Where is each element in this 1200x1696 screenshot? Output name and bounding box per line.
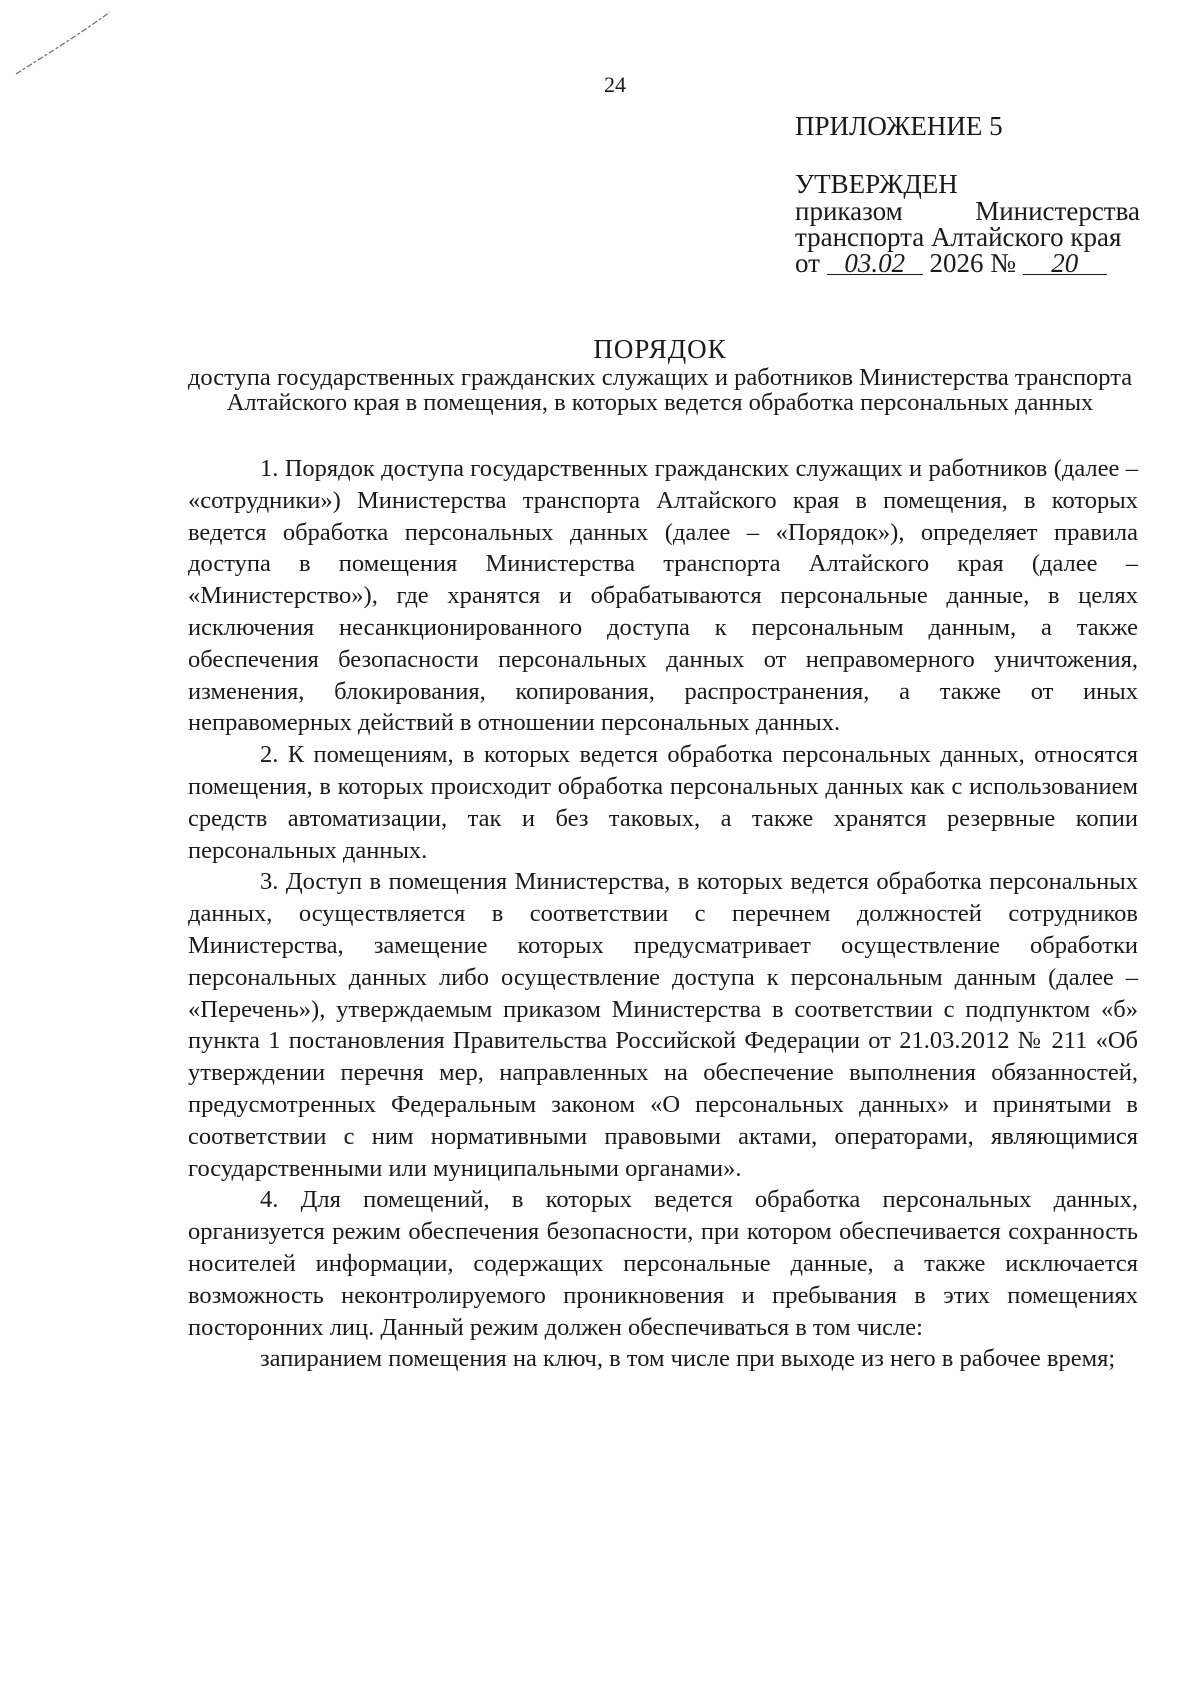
order-word: приказом bbox=[795, 196, 903, 226]
scan-mark bbox=[14, 8, 114, 78]
document-subtitle: доступа государственных гражданских служащих и работников Министерства транспорта Алтайского края в помещения, в которых ведется обработка персональных данных bbox=[187, 364, 1133, 416]
paragraph-2: 2. К помещениям, в которых ведется обработка персональных данных, относятся помещения, в которых происходит обработка персональных данных как с использованием средств автоматизации, так и без таковых, а также хранятся резервные копии персональных данных. bbox=[188, 741, 1138, 864]
approved-label: УТВЕРЖДЕН bbox=[795, 169, 958, 199]
order-line bbox=[795, 198, 1140, 224]
document-title: ПОРЯДОК bbox=[593, 334, 727, 364]
appendix-label: ПРИЛОЖЕНИЕ 5 bbox=[795, 111, 1003, 141]
ministry-word: Министерства bbox=[975, 196, 1140, 226]
year-number-label: 2026 № bbox=[929, 248, 1016, 278]
paragraph-4: 4. Для помещений, в которых ведется обработка персональных данных, организуется режим обеспечения безопасности, при котором обеспечивается сохранность носителей информации, содержащих персональные данные, а также исключается возможность неконтролируемого проникновения и пребывания в этих помещениях посторонних лиц. Данный режим должен обеспечиваться в том числе: bbox=[188, 1186, 1138, 1341]
document-body bbox=[188, 453, 1138, 1375]
date-prefix: от bbox=[795, 248, 820, 278]
paragraph-1: 1. Порядок доступа государственных гражданских служащих и работников (далее – «сотрудники») Министерства транспорта Алтайского края в помещения, в которых ведется обработка персональных данных (далее – «Порядок»), определяет правила доступа в помещения Министерства транспорта Алтайского края (далее – «Министерство»), где хранятся и обрабатываются персональные данные, в целях исключения несанкционированного доступа к персональным данным, а также обеспечения безопасности персональных данных от неправомерного уничтожения, изменения, блокирования, копирования, распространения, а также от иных неправомерных действий в отношении персональных данных. bbox=[188, 455, 1138, 737]
ministry-line: транспорта Алтайского края bbox=[795, 222, 1122, 252]
page-number: 24 bbox=[604, 72, 626, 97]
list-item: запиранием помещения на ключ, в том числе при выходе из него в рабочее время; bbox=[260, 1345, 1116, 1373]
handwritten-number: 20 bbox=[1023, 252, 1107, 275]
title-block bbox=[180, 333, 1140, 415]
handwritten-date: 03.02 bbox=[827, 252, 923, 275]
date-line bbox=[795, 250, 1140, 276]
paragraph-3: 3. Доступ в помещения Министерства, в которых ведется обработка персональных данных, осуществляется в соответствии с перечнем должностей сотрудников Министерства, замещение которых предусматривает осуществление обработки персональных данных либо осуществление доступа к персональным данным (далее – «Перечень»), утверждаемым приказом Министерства в соответствии с подпунктом «б» пункта 1 постановления Правительства Российской Федерации от 21.03.2012 № 211 «Об утверждении перечня мер, направленных на обеспечение выполнения обязанностей, предусмотренных Федеральным законом «О персональных данных» и принятыми в соответствии с ним нормативными правовыми актами, операторами, являющимися государственными или муниципальными органами». bbox=[188, 868, 1138, 1182]
approval-block bbox=[795, 108, 1140, 276]
